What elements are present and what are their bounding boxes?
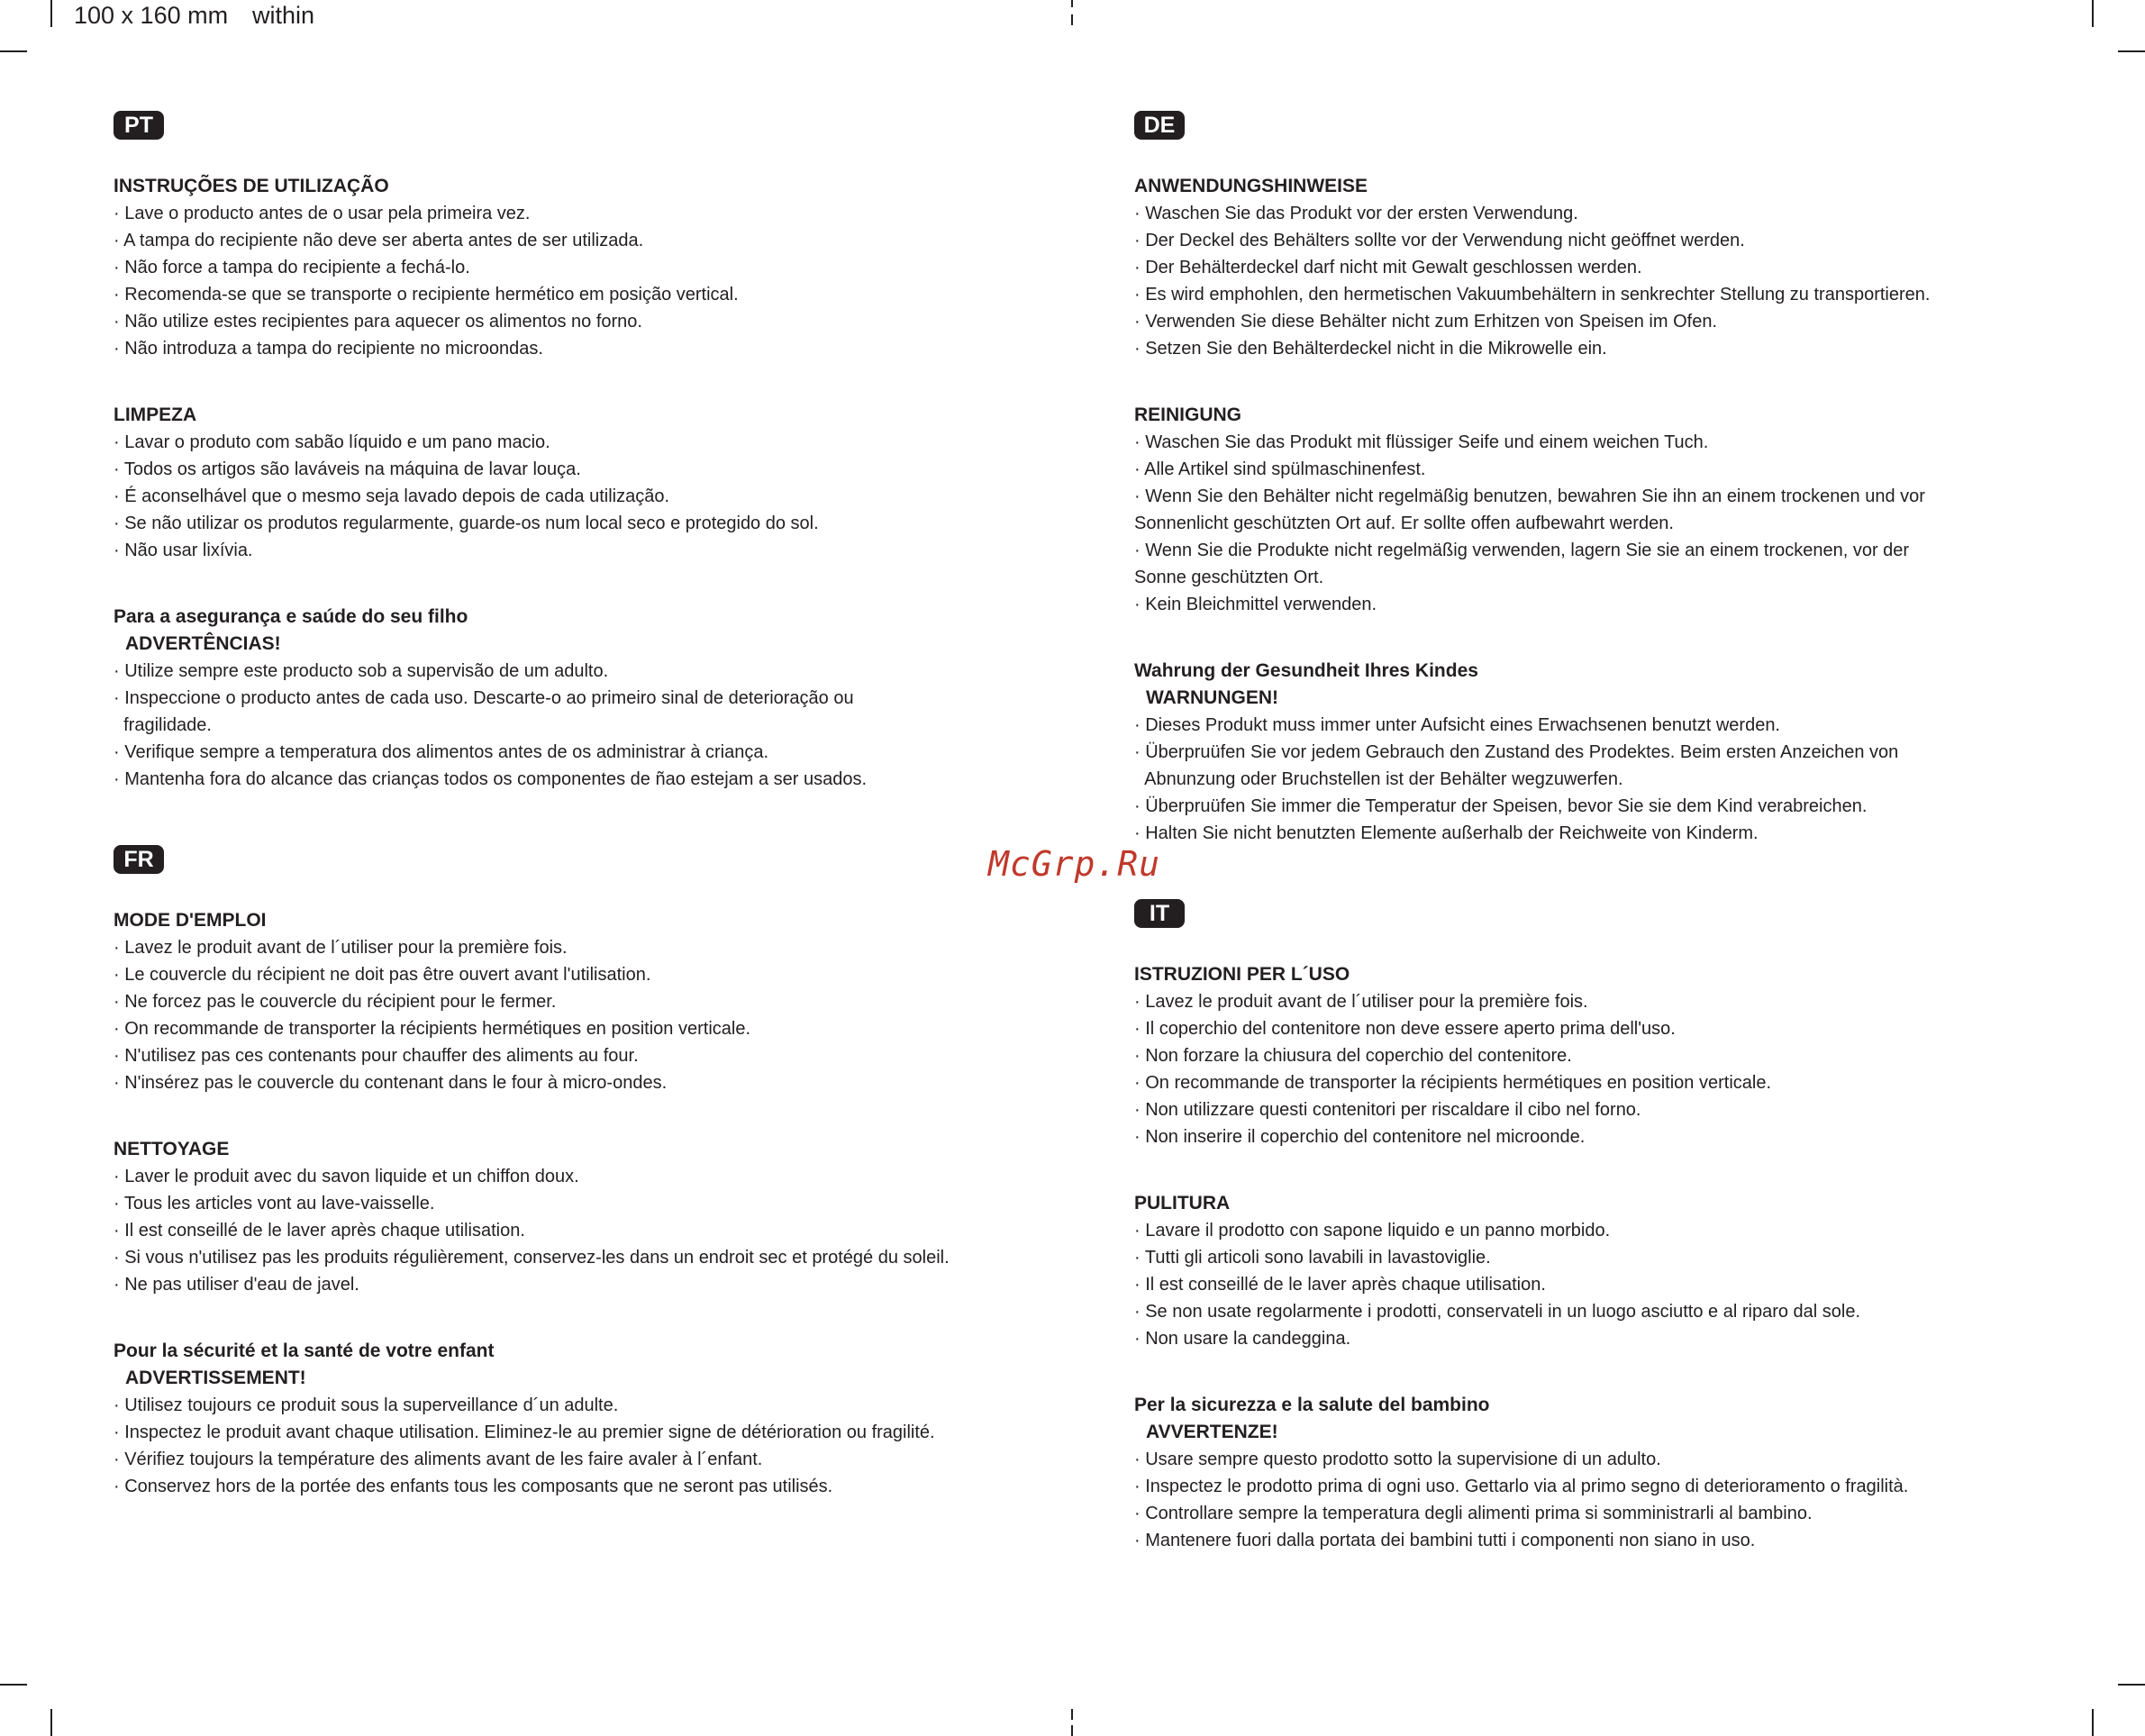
pt-cleaning-heading: LIMPEZA: [114, 404, 197, 425]
right-column: [1134, 111, 2116, 1554]
fr-cleaning: [114, 1136, 1095, 1298]
within-label: within: [252, 2, 315, 29]
list-item: · Usare sempre questo prodotto sotto la supervisione di un adulto.: [1134, 1450, 1661, 1469]
list-item: · Lavez le produit avant de l´utiliser pour la première fois.: [1134, 992, 1588, 1012]
pt-safety: [114, 604, 1095, 793]
crop-mark: [50, 1709, 52, 1736]
de-instructions: [1134, 173, 2116, 362]
section-pt: [114, 111, 1095, 793]
list-item: · Le couvercle du récipient ne doit pas être ouvert avant l'utilisation.: [114, 965, 651, 985]
list-item: · Kein Bleichmittel verwenden.: [1134, 595, 1377, 614]
fr-cleaning-heading: NETTOYAGE: [114, 1139, 230, 1159]
list-item: · Il coperchio del contenitore non deve essere aperto prima dell'uso.: [1134, 1019, 1676, 1039]
list-item: · Mantenere fuori dalla portata dei bambini tutti i componenti non siano in uso.: [1134, 1531, 1756, 1550]
it-cleaning-heading: PULITURA: [1134, 1193, 1231, 1213]
list-item: · Utilisez toujours ce produit sous la superveillance d´un adulte.: [114, 1395, 619, 1415]
list-item: · Der Behälterdeckel darf nicht mit Gewalt geschlossen werden.: [1134, 258, 1642, 277]
crop-mark: [0, 1684, 27, 1686]
de-warning-title: WARNUNGEN!: [1146, 687, 1278, 708]
it-cleaning: [1134, 1190, 2116, 1352]
list-item: · Tous les articles vont au lave-vaisselle.: [114, 1194, 435, 1213]
list-item: · Non inserire il coperchio del contenitore nel microonde.: [1134, 1127, 1586, 1147]
fold-mark: [1071, 0, 1073, 7]
lang-badge-fr: FR: [114, 845, 164, 874]
crop-mark: [2092, 0, 2094, 27]
pt-warning-title: ADVERTÊNCIAS!: [125, 633, 281, 654]
section-de: [1134, 111, 2116, 847]
list-item: · Halten Sie nicht benutzten Elemente außerhalb der Reichweite von Kinderm.: [1134, 823, 1759, 843]
fr-instructions-heading: MODE D'EMPLOI: [114, 910, 267, 931]
list-item: · Wenn Sie die Produkte nicht regelmäßig verwenden, lagern Sie sie an einem trockenen, vor der Sonne geschützten Ort.: [1134, 541, 1910, 587]
list-item: · Lave o producto antes de o usar pela primeira vez.: [114, 204, 531, 223]
list-item: · Il est conseillé de le laver après chaque utilisation.: [1134, 1275, 1546, 1295]
de-cleaning: [1134, 402, 2116, 618]
list-item: · Waschen Sie das Produkt mit flüssiger Seife und einem weichen Tuch.: [1134, 432, 1709, 452]
list-item: · Inspectez le produit avant chaque utilisation. Eliminez-le au premier signe de détérioration ou fragilité.: [114, 1422, 935, 1442]
list-item: · Lavare il prodotto con sapone liquido e un panno morbido.: [1134, 1221, 1611, 1241]
list-item: · Tutti gli articoli sono lavabili in lavastoviglie.: [1134, 1248, 1491, 1268]
crop-mark: [2118, 1684, 2145, 1686]
section-fr: [114, 845, 1095, 1500]
crop-mark: [0, 50, 27, 52]
pt-cleaning: [114, 402, 1095, 564]
list-item: · Não usar lixívia.: [114, 541, 253, 560]
pt-instructions-heading: INSTRUÇÕES DE UTILIZAÇÃO: [114, 176, 389, 196]
it-instructions-heading: ISTRUZIONI PER L´USO: [1134, 964, 1350, 985]
list-item: · Mantenha fora do alcance das crianças todos os componentes de ñao estejam a ser usados.: [114, 769, 868, 789]
list-item: · N'utilisez pas ces contenants pour chauffer des aliments au four.: [114, 1046, 639, 1066]
list-item: · Non usare la candeggina.: [1134, 1329, 1351, 1349]
list-item: · Si vous n'utilisez pas les produits régulièrement, conservez-les dans un endroit sec et protégé du soleil.: [114, 1248, 950, 1268]
fr-warning-title: ADVERTISSEMENT!: [125, 1368, 306, 1388]
it-safety-heading: Per la sicurezza e la salute del bambino: [1134, 1395, 1490, 1415]
list-item: · Conservez hors de la portée des enfants tous les composants que ne seront pas utilisés.: [114, 1477, 833, 1496]
pt-safety-heading: Para a asegurança e saúde do seu filho: [114, 606, 468, 627]
list-item: · Utilize sempre este producto sob a supervisão de um adulto.: [114, 661, 609, 681]
it-warning-title: AVVERTENZE!: [1146, 1422, 1278, 1442]
lang-badge-de: DE: [1134, 111, 1185, 140]
list-item: · On recommande de transporter la récipients hermétiques en position verticale.: [1134, 1073, 1772, 1093]
section-it: [1134, 899, 2116, 1554]
list-item: · Waschen Sie das Produkt vor der ersten Verwendung.: [1134, 204, 1578, 223]
list-item: · Vérifiez toujours la température des aliments avant de les faire avaler à l´enfant.: [114, 1450, 763, 1469]
list-item: · Laver le produit avec du savon liquide et un chiffon doux.: [114, 1167, 579, 1186]
list-item: · Não introduza a tampa do recipiente no microondas.: [114, 339, 543, 359]
it-safety: [1134, 1392, 2116, 1554]
list-item: · Inspectez le prodotto prima di ogni uso. Gettarlo via al primo segno di deterioramento o fragilità.: [1134, 1477, 1909, 1496]
lang-badge-it: IT: [1134, 899, 1185, 928]
de-instructions-heading: ANWENDUNGSHINWEISE: [1134, 176, 1368, 196]
list-item: · Il est conseillé de le laver après chaque utilisation.: [114, 1221, 525, 1241]
list-item: · Non forzare la chiusura del coperchio del contenitore.: [1134, 1046, 1572, 1066]
fold-mark: [1071, 1709, 1073, 1720]
left-column: [114, 111, 1095, 1500]
list-item: · Lavar o produto com sabão líquido e um pano macio.: [114, 432, 550, 452]
list-item: · Dieses Produkt muss immer unter Aufsicht eines Erwachsenen benutzt werden.: [1134, 715, 1780, 735]
list-item: · Todos os artigos são laváveis na máquina de lavar louça.: [114, 459, 581, 479]
it-instructions: [1134, 961, 2116, 1150]
list-item: · Es wird emphohlen, den hermetischen Vakuumbehältern in senkrechter Stellung zu transportieren.: [1134, 285, 1931, 304]
fold-mark: [1071, 1725, 1073, 1736]
de-safety: [1134, 658, 2116, 847]
list-item: · Ne pas utiliser d'eau de javel.: [114, 1275, 359, 1295]
fr-safety-heading: Pour la sécurité et la santé de votre enfant: [114, 1341, 495, 1361]
list-item: · Recomenda-se que se transporte o recipiente hermético em posição vertical.: [114, 285, 739, 304]
list-item: · Überpruüfen Sie vor jedem Gebrauch den Zustand des Prodektes. Beim ersten Anzeichen von Abnunzung oder Bruchstellen ist der Behälter wegzuwerfen.: [1134, 742, 1899, 789]
size-label: 100 x 160 mm: [74, 2, 229, 29]
crop-mark: [50, 0, 52, 27]
list-item: · Não utilize estes recipientes para aquecer os alimentos no forno.: [114, 312, 642, 332]
list-item: · N'insérez pas le couvercle du contenant dans le four à micro-ondes.: [114, 1073, 668, 1093]
list-item: · Não force a tampa do recipiente a fechá-lo.: [114, 258, 470, 277]
list-item: · Verifique sempre a temperatura dos alimentos antes de os administrar à criança.: [114, 742, 769, 762]
crop-mark: [2118, 50, 2145, 52]
list-item: · Setzen Sie den Behälterdeckel nicht in die Mikrowelle ein.: [1134, 339, 1607, 359]
list-item: · Verwenden Sie diese Behälter nicht zum Erhitzen von Speisen im Ofen.: [1134, 312, 1718, 332]
lang-badge-pt: PT: [114, 111, 164, 140]
list-item: · Se não utilizar os produtos regularmente, guarde-os num local seco e protegido do sol.: [114, 514, 819, 533]
fr-safety: [114, 1338, 1095, 1500]
list-item: · Se non usate regolarmente i prodotti, conservateli in un luogo asciutto e al riparo dal sole.: [1134, 1302, 1861, 1322]
list-item: · Alle Artikel sind spülmaschinenfest.: [1134, 459, 1426, 479]
list-item: · Inspeccione o producto antes de cada uso. Descarte-o ao primeiro sinal de deterioração ou fragilidade.: [114, 688, 854, 735]
watermark: McGrp.Ru: [988, 844, 1161, 884]
list-item: · Lavez le produit avant de l´utiliser pour la première fois.: [114, 938, 568, 958]
list-item: · A tampa do recipiente não deve ser aberta antes de ser utilizada.: [114, 231, 644, 250]
crop-mark: [2092, 1709, 2094, 1736]
list-item: · Controllare sempre la temperatura degli alimenti prima si somministrarli al bambino.: [1134, 1504, 1813, 1523]
list-item: · On recommande de transporter la récipients hermétiques en position verticale.: [114, 1019, 751, 1039]
list-item: · É aconselhável que o mesmo seja lavado depois de cada utilização.: [114, 486, 670, 506]
list-item: · Non utilizzare questi contenitori per riscaldare il cibo nel forno.: [1134, 1100, 1641, 1120]
list-item: · Überpruüfen Sie immer die Temperatur der Speisen, bevor Sie sie dem Kind verabreichen.: [1134, 796, 1868, 816]
de-safety-heading: Wahrung der Gesundheit Ihres Kindes: [1134, 660, 1478, 681]
fold-mark: [1071, 14, 1073, 25]
fr-instructions: [114, 907, 1095, 1096]
list-item: · Wenn Sie den Behälter nicht regelmäßig benutzen, bewahren Sie ihn an einem trockenen und vor Sonnenlicht geschützten Ort auf. Er sollte offen aufbewahrt werden.: [1134, 486, 1925, 533]
de-cleaning-heading: REINIGUNG: [1134, 404, 1242, 425]
list-item: · Ne forcez pas le couvercle du récipient pour le fermer.: [114, 992, 557, 1012]
pt-instructions: [114, 173, 1095, 362]
list-item: · Der Deckel des Behälters sollte vor der Verwendung nicht geöffnet werden.: [1134, 231, 1745, 250]
